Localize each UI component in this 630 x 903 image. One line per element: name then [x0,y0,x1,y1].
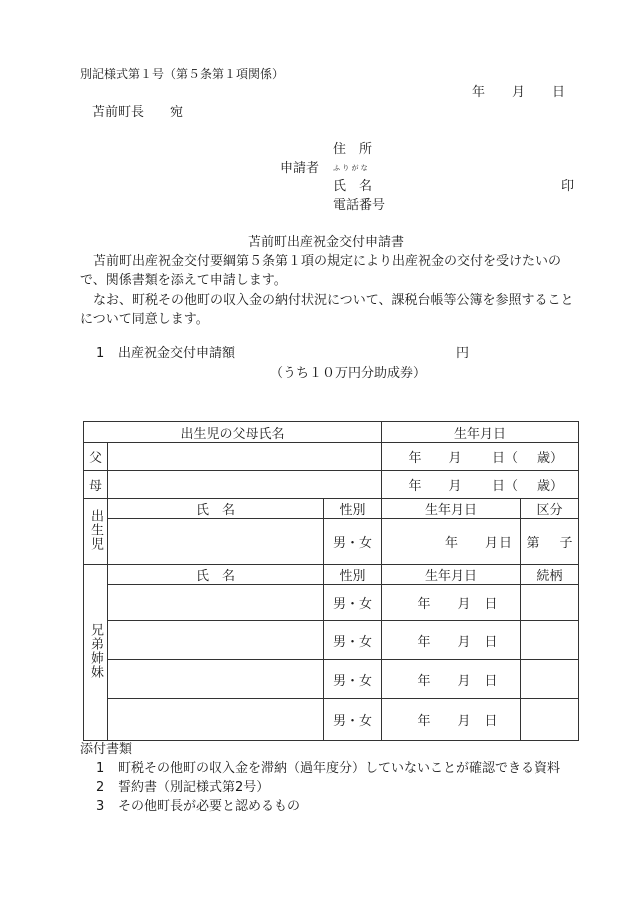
attachment-1-text: 町税その他町の収入金を滞納（過年度分）していないことが確認できる資料 [118,761,561,776]
parents-name-header: 出生児の父母氏名 [84,422,382,443]
address-label: 住 所 [333,142,373,157]
phone-label: 電話番号 [333,198,386,213]
sibling-4-sex[interactable]: 男・女 [324,699,382,741]
newborn-dob-day: 日 [499,536,513,551]
sibling-1-sex[interactable]: 男・女 [324,585,382,621]
document-title: 苫前町出産祝金交付申請書 [248,235,405,250]
body-paragraph-1: 苫前町出産祝金交付要綱第５条第１項の規定により出産祝金の交付を受けたいので、関係書類を添えて申請します。 [80,254,562,288]
father-dob-year: 年 [408,451,422,466]
newborn-birth-order-cell[interactable] [521,519,579,565]
applicant-family-table [83,421,579,741]
sibling-3-dob-day: 日 [484,673,498,689]
attachment-1-number: 1 [96,761,105,776]
siblings-relation-header: 続柄 [521,565,579,585]
newborn-dob-header: 生年月日 [382,499,521,519]
attachment-2-number: 2 [96,780,105,795]
sibling-2-dob-cell[interactable] [382,621,521,660]
sibling-4-relation-cell[interactable] [521,699,579,741]
sibling-2-name-cell[interactable] [108,621,324,660]
siblings-name-header: 氏 名 [108,565,324,585]
newborn-dob-cell[interactable] [382,519,521,565]
amount-unit: 円 [456,346,470,361]
sibling-1-relation-cell[interactable] [521,585,579,621]
attachments-heading: 添付書類 [80,742,133,757]
sibling-3-dob-cell[interactable] [382,660,521,699]
sibling-3-name-cell[interactable] [108,660,324,699]
sibling-2-dob-month: 月 [457,634,471,650]
furigana-label: ふ り が な [333,164,368,172]
mother-dob-day: 日（ [492,479,519,494]
mother-age: 歳） [537,479,564,494]
sibling-1-name-cell[interactable] [108,585,324,621]
date-year-label: 年 [472,85,486,100]
sibling-2-sex[interactable]: 男・女 [324,621,382,660]
parents-dob-header: 生年月日 [382,422,579,443]
sibling-4-dob-day: 日 [484,714,498,729]
newborn-label-cell [84,499,108,565]
sibling-1-dob-month: 月 [457,597,471,612]
addressee: 苫前町長 [92,105,145,120]
sibling-4-dob-year: 年 [417,714,431,729]
father-dob-day: 日（ [492,451,519,466]
sibling-1-dob-cell[interactable] [382,585,521,621]
sibling-2-dob-day: 日 [484,634,498,650]
mother-name-cell[interactable] [108,471,382,499]
newborn-sex[interactable]: 男・女 [324,519,382,565]
amount-note: （うち１０万円分助成券） [270,366,427,381]
addressee-suffix: 宛 [170,105,184,120]
amount-number: 1 [96,346,105,361]
sibling-1-dob-day: 日 [484,597,498,612]
siblings-dob-header: 生年月日 [382,565,521,585]
seal-mark: 印 [561,179,575,194]
attachment-3-number: 3 [96,799,105,814]
father-name-cell[interactable] [108,443,382,471]
sibling-4-dob-month: 月 [457,714,471,729]
birth-order-prefix: 第 [526,536,540,551]
mother-dob-month: 月 [448,479,462,494]
father-age: 歳） [537,451,564,466]
newborn-dob-month: 月 [485,536,499,551]
newborn-name-cell[interactable] [108,519,324,565]
date-day-label: 日 [552,85,566,100]
sibling-3-dob-month: 月 [457,673,471,689]
newborn-sex-header: 性別 [324,499,382,519]
sibling-4-dob-cell[interactable] [382,699,521,741]
mother-label: 母 [84,471,108,499]
name-label: 氏 名 [333,179,373,194]
sibling-4-name-cell[interactable] [108,699,324,741]
applicant-label: 申請者 [280,161,320,176]
father-dob-month: 月 [448,451,462,466]
date-month-label: 月 [512,85,526,100]
newborn-dob-year: 年 [445,536,459,551]
mother-dob-cell[interactable] [382,471,579,499]
father-dob-cell[interactable] [382,443,579,471]
siblings-sex-header: 性別 [324,565,382,585]
siblings-label-cell [84,565,108,741]
siblings-label: 兄弟姉妹 [88,622,103,679]
sibling-2-dob-year: 年 [417,634,431,650]
newborn-category-header: 区分 [521,499,579,519]
amount-label: 出産祝金交付申請額 [118,346,236,361]
sibling-3-relation-cell[interactable] [521,660,579,699]
attachment-2-text: 誓約書（別記様式第2号） [118,780,270,795]
form-reference: 別記様式第１号（第５条第１項関係） [80,67,285,81]
attachment-3-text: その他町長が必要と認めるもの [118,799,301,814]
body-paragraph-2: なお、町税その他町の収入金の納付状況について、課税台帳等公簿を参照することについて同意します。 [80,293,574,327]
birth-order-suffix: 子 [559,536,573,551]
newborn-name-header: 氏 名 [108,499,324,519]
father-label: 父 [84,443,108,471]
sibling-3-dob-year: 年 [417,673,431,689]
sibling-3-sex[interactable]: 男・女 [324,660,382,699]
sibling-2-relation-cell[interactable] [521,621,579,660]
mother-dob-year: 年 [408,479,422,494]
newborn-label: 出生児 [88,508,103,551]
sibling-1-dob-year: 年 [417,597,431,612]
